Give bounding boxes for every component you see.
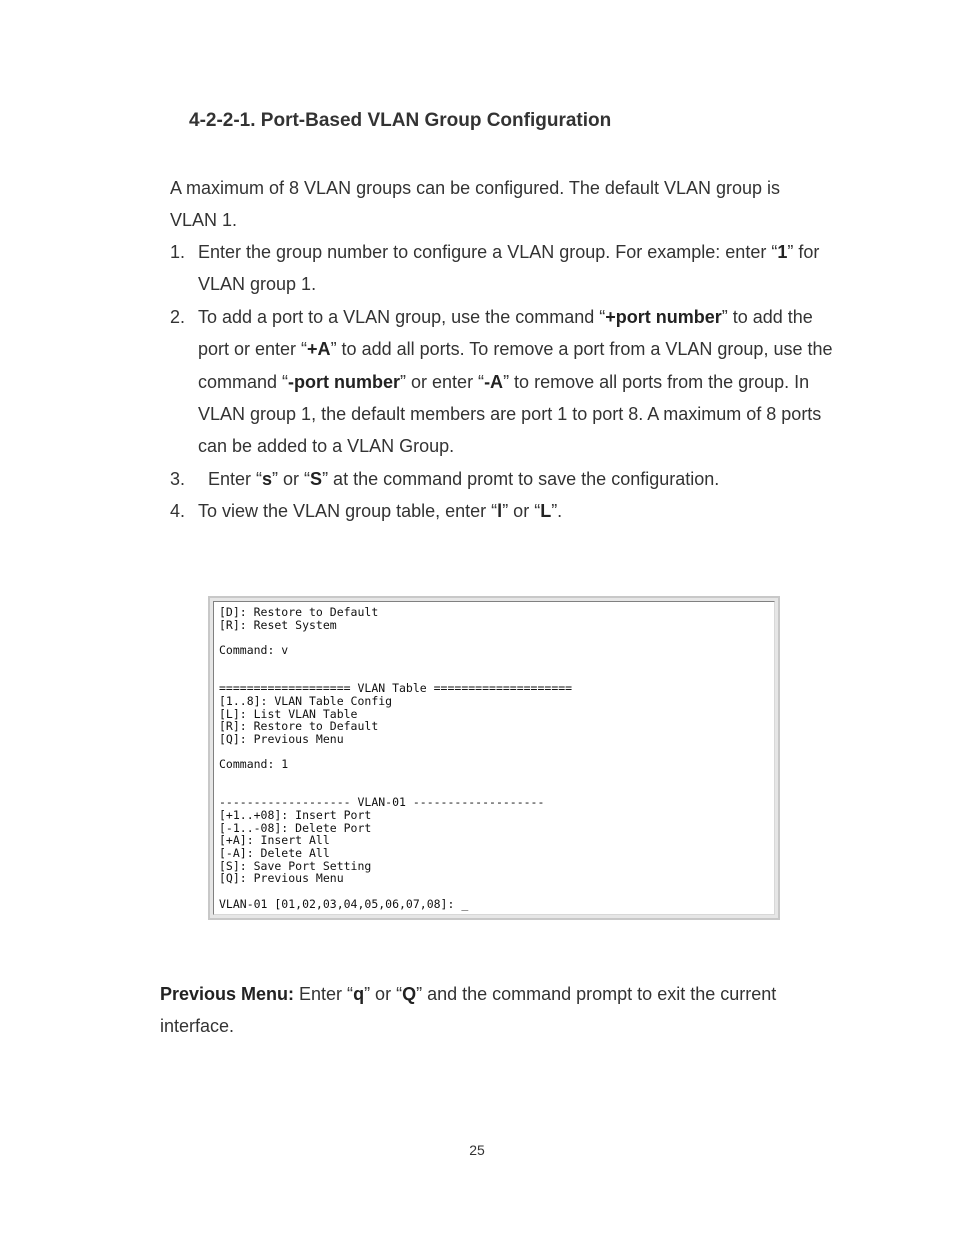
previous-menu-paragraph	[160, 978, 830, 1043]
terminal-line: [-A]: Delete All	[219, 846, 330, 861]
list-text: ” to add the port or enter “	[198, 306, 813, 360]
list-item	[170, 301, 840, 463]
list-text: ” at the command promt to save the configuration.	[322, 468, 720, 489]
terminal-line: [R]: Reset System	[219, 617, 337, 632]
list-text: ” to add all ports. To remove a port from a VLAN group, use the command “	[198, 339, 833, 392]
terminal-screenshot	[208, 596, 780, 920]
list-bold-text: -port number	[288, 371, 401, 392]
terminal-line: VLAN-01 [01,02,03,04,05,06,07,08]: _	[219, 896, 469, 911]
terminal-line: [+A]: Insert All	[219, 833, 330, 848]
terminal-line: Command: 1	[219, 757, 289, 772]
list-number: 1.	[170, 242, 186, 262]
terminal-line: [+1..+08]: Insert Port	[219, 808, 372, 822]
previous-menu-label: Previous Menu:	[160, 984, 295, 1004]
intro-line-2: VLAN 1.	[170, 210, 238, 230]
list-text: To add a port to a VLAN group, use the command “	[198, 306, 606, 327]
list-bold-text: 1	[777, 242, 788, 262]
list-bold-text: L	[540, 501, 552, 522]
instruction-list	[170, 236, 840, 528]
list-number: 4.	[170, 501, 186, 522]
list-number: 2.	[170, 306, 186, 327]
terminal-line: [S]: Save Port Setting	[219, 858, 372, 873]
list-text: ”.	[551, 501, 563, 522]
footer-bold-text: Q	[402, 984, 417, 1004]
terminal-line: [Q]: Previous Menu	[219, 731, 344, 746]
terminal-line	[219, 631, 774, 644]
list-bold-text: s	[262, 468, 273, 489]
terminal-console	[213, 601, 775, 915]
list-item	[170, 463, 840, 495]
terminal-line	[219, 746, 774, 759]
footer-text: ” or “	[364, 984, 403, 1004]
terminal-line: [R]: Restore to Default	[219, 719, 379, 734]
list-text: ” or “	[502, 501, 541, 522]
terminal-line: [L]: List VLAN Table	[219, 706, 358, 721]
list-bold-text: l	[497, 501, 503, 522]
terminal-line: =================== VLAN Table ====================	[219, 681, 573, 696]
terminal-line: Command: v	[219, 643, 289, 658]
terminal-line: [D]: Restore to Default	[219, 605, 379, 619]
section-heading: 4-2-2-1. Port-Based VLAN Group Configuration	[189, 110, 612, 131]
intro-line-1: A maximum of 8 VLAN groups can be configured. The default VLAN group is	[170, 178, 781, 198]
list-bold-text: -A	[484, 371, 504, 392]
list-text: To view the VLAN group table, enter “	[198, 501, 498, 522]
list-text: Enter the group number to configure a VLAN group. For example: enter “	[198, 242, 778, 262]
list-bold-text: S	[310, 468, 323, 489]
list-text: ” for VLAN group 1.	[198, 242, 820, 295]
list-bold-text: +A	[307, 339, 331, 360]
list-item	[170, 495, 840, 527]
list-text: Enter “	[208, 468, 263, 489]
list-bold-text: +port number	[605, 306, 722, 327]
list-text: ” to remove all ports from the group. In VLAN group 1, the default members are port 1 to port 8. A maximum of 8 ports can be added to a VLAN Group.	[198, 371, 822, 457]
list-text: ” or enter “	[400, 371, 485, 392]
page-number: 25	[469, 1142, 485, 1158]
footer-bold-text: q	[353, 984, 365, 1004]
terminal-line	[219, 885, 774, 898]
footer-text: ” and the command prompt to exit the current interface.	[160, 984, 777, 1037]
terminal-line: ------------------- VLAN-01 -------------------	[219, 795, 545, 810]
terminal-line: [Q]: Previous Menu	[219, 871, 344, 886]
list-text: ” or “	[272, 468, 311, 489]
list-number: 3.	[170, 468, 186, 489]
terminal-line: [1..8]: VLAN Table Config	[219, 693, 393, 708]
list-item	[170, 236, 840, 301]
terminal-line: [-1..-08]: Delete Port	[219, 820, 372, 835]
terminal-line	[219, 657, 774, 670]
terminal-line	[219, 771, 774, 784]
footer-text: Enter “	[294, 984, 354, 1004]
